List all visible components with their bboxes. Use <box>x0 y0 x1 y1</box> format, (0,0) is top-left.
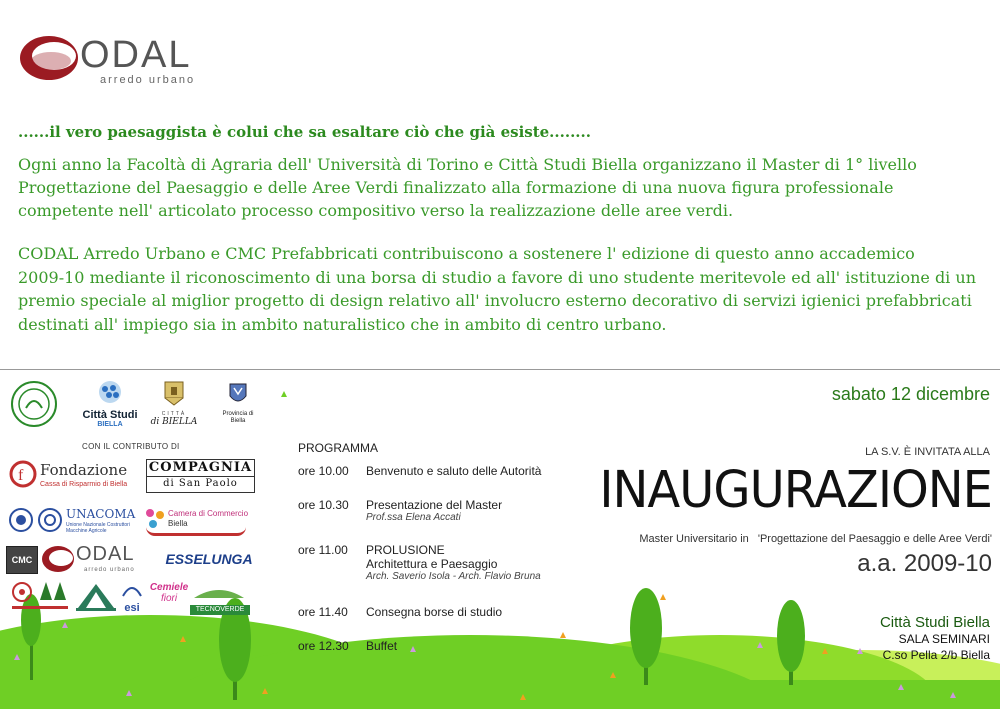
codal-small-swoosh-icon <box>40 543 76 575</box>
university-seal-icon <box>10 380 58 428</box>
compagnia-label: COMPAGNIA <box>148 460 253 475</box>
intro-line: premio speciale al miglior progetto di design relativo all' involucro esterno decorativo di servizi igienici prefabbricati <box>18 291 972 310</box>
city-crest-icon <box>163 380 185 406</box>
programma-label: PROLUSIONE <box>366 543 445 557</box>
esselunga-label: ESSELUNGA <box>165 551 253 567</box>
fondazione-sub: Cassa di Risparmio di Biella <box>40 481 128 488</box>
unacoma-logo <box>8 505 136 535</box>
programma-item <box>298 464 541 478</box>
tecnoverde-icon <box>190 586 248 600</box>
programma-time: ore 12.30 <box>298 639 349 653</box>
citta-studi-sub: BIELLA <box>97 421 123 428</box>
event-title: INAUGURAZIONE <box>599 460 992 520</box>
cemiele-label: Cemiele <box>149 582 189 593</box>
programma-label: Benvenuto e saluto delle Autorità <box>366 464 542 478</box>
master-label: Master Universitario in <box>639 533 749 545</box>
camera-swoosh <box>146 527 246 536</box>
programma-label: Buffet <box>366 639 398 653</box>
codal-small-logo <box>40 541 160 577</box>
provincia-crest-icon <box>228 382 248 406</box>
programma-item <box>298 605 502 619</box>
provincia-sub: Biella <box>230 418 246 424</box>
florovivaisti-logo <box>10 580 70 612</box>
brand-name: ODAL <box>80 34 192 76</box>
event-room: SALA SEMINARI <box>898 632 990 646</box>
cmc-label: CMC <box>11 555 33 565</box>
intro-line: destinati all' impiego sia in ambito naturalistico che in ambito di centro urbano. <box>18 314 667 334</box>
programma-heading: PROGRAMMA <box>298 441 379 455</box>
compagnia-sub: di San Paolo <box>147 476 254 491</box>
intro-paragraph-1 <box>18 153 998 222</box>
programma-label: Presentazione del Master <box>366 498 503 512</box>
event-date: sabato 12 dicembre <box>831 384 990 404</box>
event-master <box>560 533 992 545</box>
citta-di-biella-logo <box>148 380 200 430</box>
codal-small-sub: arredo urbano <box>84 567 135 573</box>
cmc-logo <box>6 546 38 574</box>
citta-studi-label: Città Studi <box>82 409 138 421</box>
citta-label: CITTÀ <box>161 411 187 417</box>
svg-text:f: f <box>18 467 24 484</box>
unacoma-emblem-icon <box>8 507 64 533</box>
unacoma-sub: Unione Nazionale Costruttori Macchine Agricole <box>66 522 130 534</box>
event-year: a.a. 2009-10 <box>857 550 992 577</box>
tecnoverde-label: TECNOVERDE <box>190 605 250 615</box>
cemiele-sub: fiori <box>160 593 178 604</box>
tecnoverde-logo <box>190 586 250 612</box>
intro-section <box>18 123 998 336</box>
camera-sub: Biella <box>168 519 188 528</box>
programma-item <box>298 639 397 653</box>
event-invite: LA S.V. È INVITATA ALLA <box>865 446 990 458</box>
unacoma-label: UNACOMA <box>66 507 136 521</box>
programma-speaker: Arch. Saverio Isola - Arch. Flavio Bruna <box>366 571 541 582</box>
event-address: C.so Pella 2/b Biella <box>882 648 990 662</box>
fondazione-label: Fondazione <box>40 461 128 479</box>
intro-line: 2009-10 mediante il riconoscimento di una borsa di studio a favore di uno studente meritevole ed all' istituzione di un <box>18 267 976 287</box>
camera-commercio-logo <box>144 505 252 535</box>
provincia-biella-logo <box>216 382 260 432</box>
master-name: 'Progettazione del Paesaggio e delle Aree Verdi' <box>757 533 992 545</box>
programma-time: ore 10.00 <box>298 464 349 478</box>
provincia-label: Provincia di <box>222 411 254 417</box>
codal-small-label: ODAL <box>76 543 135 565</box>
citta-biella-label: di BIELLA <box>150 417 198 427</box>
divider <box>0 369 1000 370</box>
event-venue: Città Studi Biella <box>879 614 990 631</box>
programma-label: Consegna borse di studio <box>366 605 503 619</box>
nurseries-logo <box>74 582 118 612</box>
camera-label: Camera di Commercio <box>168 509 249 518</box>
intro-line: competente nell' articolato processo compositivo verso la realizzazione delle aree verdi. <box>18 201 734 220</box>
programma-time: ore 10.30 <box>298 498 349 512</box>
intro-quote: ......il vero paesaggista è colui che sa esaltare ciò che già esiste........ <box>18 123 591 141</box>
fondazione-f-icon <box>8 459 38 489</box>
esselunga-logo <box>164 548 254 570</box>
brand-subtitle: arredo urbano <box>100 74 196 86</box>
cemiele-logo <box>148 582 190 612</box>
compagnia-logo <box>146 459 255 493</box>
programma-item <box>298 498 502 523</box>
intro-line: Ogni anno la Facoltà di Agraria dell' Università di Torino e Città Studi Biella organizzano il Master di 1° livello <box>18 155 917 174</box>
programma-label-2: Architettura e Paesaggio <box>366 557 498 571</box>
citta-studi-logo <box>76 380 144 430</box>
programma-time: ore 11.40 <box>298 605 348 619</box>
programma-speaker: Prof.ssa Elena Accati <box>366 512 461 523</box>
intro-line: Progettazione del Paesaggio e delle Aree Verdi finalizzato alla formazione di una nuova figura professionale <box>18 178 894 197</box>
programma-item <box>298 543 541 582</box>
esi-label: esi <box>124 602 140 614</box>
contributo-label: CON IL CONTRIBUTO DI <box>82 442 180 451</box>
intro-paragraph-2 <box>18 242 998 336</box>
fondazione-logo <box>8 457 138 493</box>
esi-logo <box>120 582 144 614</box>
flower-dot <box>281 391 287 397</box>
codal-swoosh-icon <box>18 28 80 88</box>
esi-globe-icon <box>121 582 143 598</box>
citta-studi-globe-icon <box>95 380 125 404</box>
intro-line: CODAL Arredo Urbano e CMC Prefabbricati contribuiscono a sostenere l' edizione di questo anno accademico <box>18 244 915 263</box>
programma-time: ore 11.00 <box>298 543 348 557</box>
codal-logo <box>18 28 228 88</box>
